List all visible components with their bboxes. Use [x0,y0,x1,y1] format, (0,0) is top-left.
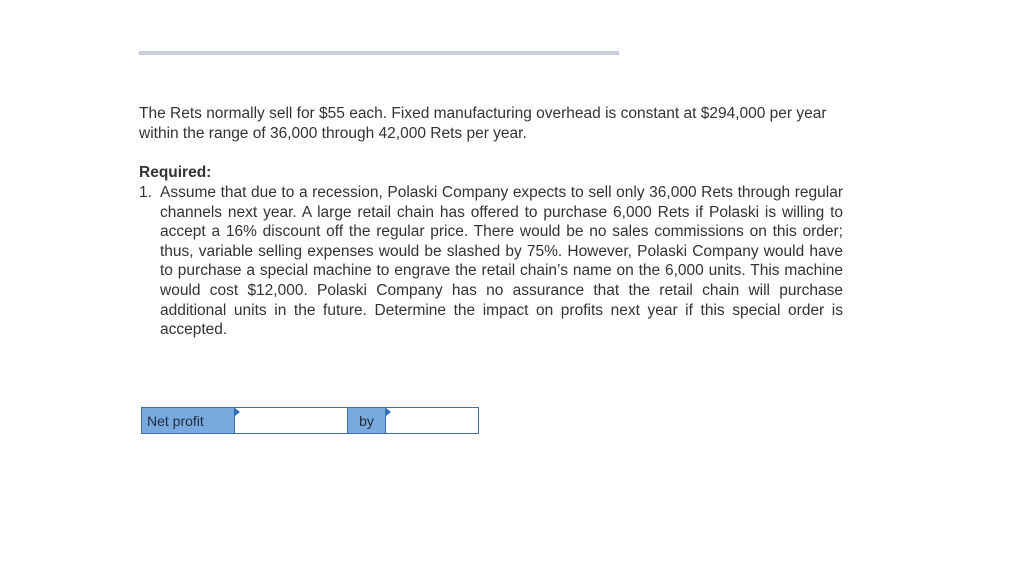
required-item-text: Assume that due to a recession, Polaski Company expects to sell only 36,000 Rets through regular channels next year. A large retail chain has offered to purchase 6,000 Rets if Polaski is willing to accept a 16% discount off the regular price. There would be no sales commissions on this order; thus, variable selling expenses would be slashed by 75%. However, Polaski Company would have to purchase a special machine to engrave the retail chain’s name on the 6,000 units. This machine would cost $12,000. Polaski Company has no assurance that the retail chain will purchase additional units in the future. Determine the impact on profits next year if this special order is accepted. [160,184,843,339]
intro-paragraph [139,104,839,143]
required-list [139,183,843,340]
direction-dropdown-cell[interactable] [235,408,348,433]
required-item-number: 1. [139,184,152,201]
answer-row [141,407,479,434]
required-item [139,183,843,340]
amount-input[interactable] [386,408,478,433]
net-profit-label: Net profit [142,408,235,433]
intro-text: The Rets normally sell for $55 each. Fixed manufacturing overhead is constant at $294,000 per year within the range of 36,000 through 42,000 Rets per year. [139,105,827,142]
direction-dropdown[interactable] [235,408,347,433]
amount-input-cell[interactable] [386,408,478,433]
top-divider-bar [139,51,619,55]
by-label: by [348,408,386,433]
required-heading: Required: [139,164,212,181]
